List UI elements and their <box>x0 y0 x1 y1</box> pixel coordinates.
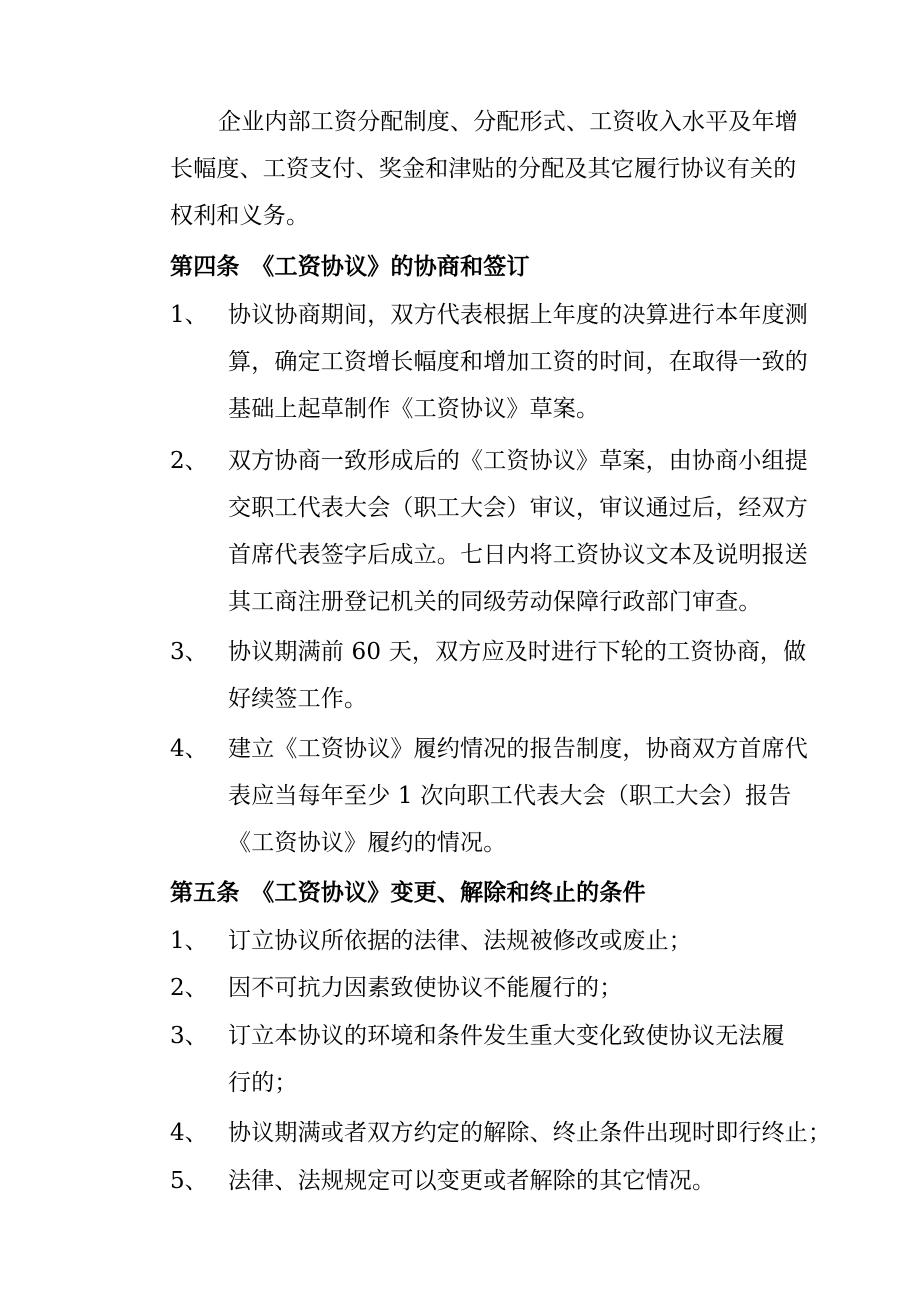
article5-item3-line-1: 订立本协议的环境和条件发生重大变化致使协议无法履 <box>228 1023 785 1049</box>
article5-item4-number: 4、 <box>170 1120 208 1146</box>
article4-heading: 第四条 《工资协议》的协商和签订 <box>170 254 530 280</box>
article4-item1-line-2: 算，确定工资增长幅度和增加工资的时间，在取得一致的 <box>228 349 808 375</box>
intro-line-2: 长幅度、工资支付、奖金和津贴的分配及其它履行协议有关的 <box>170 156 797 182</box>
article5-item2-number: 2、 <box>170 975 208 1001</box>
article4-item2-line-4: 其工商注册登记机关的同级劳动保障行政部门审查。 <box>228 589 762 615</box>
article5-item2-line-1: 因不可抗力因素致使协议不能履行的； <box>228 975 623 1001</box>
article4-item2-line-2: 交职工代表大会（职工大会）审议，审议通过后，经双方 <box>228 495 808 521</box>
article5-item4-line-1: 协议期满或者双方约定的解除、终止条件出现时即行终止； <box>228 1120 832 1146</box>
article5-item5-number: 5、 <box>170 1168 208 1194</box>
article4-item3-line-1: 协议期满前 60 天，双方应及时进行下轮的工资协商，做 <box>228 639 807 665</box>
article5-item5-line-1: 法律、法规规定可以变更或者解除的其它情况。 <box>228 1168 716 1194</box>
article4-item2-line-1: 双方协商一致形成后的《工资协议》草案，由协商小组提 <box>228 448 808 474</box>
article5-item1-line-1: 订立协议所依据的法律、法规被修改或废止； <box>228 928 692 954</box>
article4-item4-line-1: 建立《工资协议》履约情况的报告制度，协商双方首席代 <box>228 736 808 762</box>
article4-item4-line-2: 表应当每年至少 1 次向职工代表大会（职工大会）报告 <box>228 783 792 809</box>
article4-item1-line-1: 协议协商期间，双方代表根据上年度的决算进行本年度测 <box>228 302 808 328</box>
article4-item2-number: 2、 <box>170 448 208 474</box>
article5-item1-number: 1、 <box>170 928 208 954</box>
article4-item1-number: 1、 <box>170 302 208 328</box>
article4-item1-line-3: 基础上起草制作《工资协议》草案。 <box>228 396 600 422</box>
intro-line-1: 企业内部工资分配制度、分配形式、工资收入水平及年增 <box>218 109 798 135</box>
article5-item3-number: 3、 <box>170 1023 208 1049</box>
article4-item2-line-3: 首席代表签字后成立。七日内将工资协议文本及说明报送 <box>228 542 808 568</box>
article4-item3-line-2: 好续签工作。 <box>228 686 368 712</box>
intro-line-3: 权利和义务。 <box>170 203 310 229</box>
article4-item4-line-3: 《工资协议》履约的情况。 <box>228 830 507 856</box>
article5-heading: 第五条 《工资协议》变更、解除和终止的条件 <box>170 880 646 906</box>
article4-item4-number: 4、 <box>170 736 208 762</box>
article4-item3-number: 3、 <box>170 639 208 665</box>
article5-item3-line-2: 行的； <box>228 1070 298 1096</box>
